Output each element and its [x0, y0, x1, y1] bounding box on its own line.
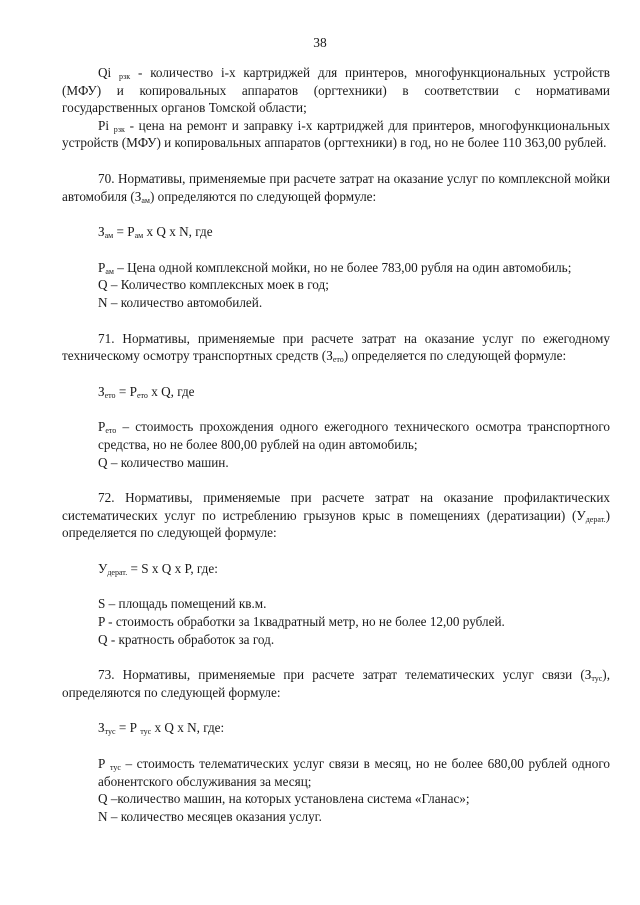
section-73-item-cars: Q –количество машин, на которых установлена система «Гланас»;: [98, 791, 470, 807]
section-73-item-price: Р $_{тус}$ – стоимость телематических услуг связи в месяц, но не более 680,00 рублей одного абонентского обслуживания за месяц;: [98, 756, 611, 789]
section-73-formula: $З_{тус} = Р$ $_{тус}$ x Q x N, где:: [98, 720, 225, 737]
pi-definition: Pi $_{рзк}$ - цена на ремонт и заправку i-х картриджей для принтеров, многофункциональных устройств (МФУ) и копировальных аппаратов (оргтехники) в год, но не более 110 363,00 рублей.: [62, 117, 610, 151]
section-73-item-months: N – количество месяцев оказания услуг.: [98, 808, 322, 824]
document-body: [62, 64, 610, 825]
qi-definition: Qi $_{рзк}$ - количество i-х картриджей для принтеров, многофункциональных устройств (МФУ) и копировальных аппаратов (оргтехники) в соответствии с нормативами государственных органов Томской области;: [62, 65, 611, 116]
section-71-item-price: $Р_{ето}$ – стоимость прохождения одного ежегодного технического осмотра транспортного средства, но не более 800,00 рублей на один автомобиль;: [98, 419, 610, 452]
section-71-formula: $З_{ето} = Р_{ето}$ x Q, где: [98, 383, 195, 400]
section-72-formula: $У_{дерат.} = S$ x Q x P, где:: [98, 560, 218, 577]
section-70-heading: 70. Нормативы, применяемые при расчете затрат на оказание услуг по комплексной мойки автомобиля $(З_{ам})$ определяются по следующей формуле:: [62, 170, 610, 205]
section-70-formula: $З_{ам} = Р_{ам}$ x Q x N, где: [98, 224, 213, 241]
section-71-heading: 71. Нормативы, применяемые при расчете затрат на оказание услуг по ежегодному техническому осмотру транспортных средств $(З_{ето})$ определяется по следующей формуле:: [62, 330, 610, 365]
section-72-item-price: P - стоимость обработки за 1квадратный метр, но не более 12,00 рублей.: [98, 614, 505, 630]
section-73-heading: 73. Нормативы, применяемые при расчете затрат телематических услуг связи $(З_{тус})$, определяются по следующей формуле:: [62, 667, 610, 700]
section-70-item-price: $Р_{ам}$ – Цена одной комплексной мойки, но не более 783,00 рубля на один автомобиль;: [98, 259, 572, 276]
section-70-item-count: Q – Количество комплексных моек в год;: [98, 277, 329, 293]
section-72-item-frequency: Q - кратность обработок за год.: [98, 631, 275, 647]
section-72-heading: 72. Нормативы, применяемые при расчете затрат на оказание профилактических систематических услуг по истреблению грызунов крыс в помещениях (дератизации) $(У_{дерат.})$ определяется по следующей формуле:: [62, 490, 610, 541]
section-71-item-count: Q – количество машин.: [98, 454, 229, 470]
section-72-item-area: S – площадь помещений кв.м.: [98, 596, 267, 612]
page-number: 38: [313, 35, 327, 50]
section-70-item-cars: N – количество автомобилей.: [98, 294, 263, 310]
